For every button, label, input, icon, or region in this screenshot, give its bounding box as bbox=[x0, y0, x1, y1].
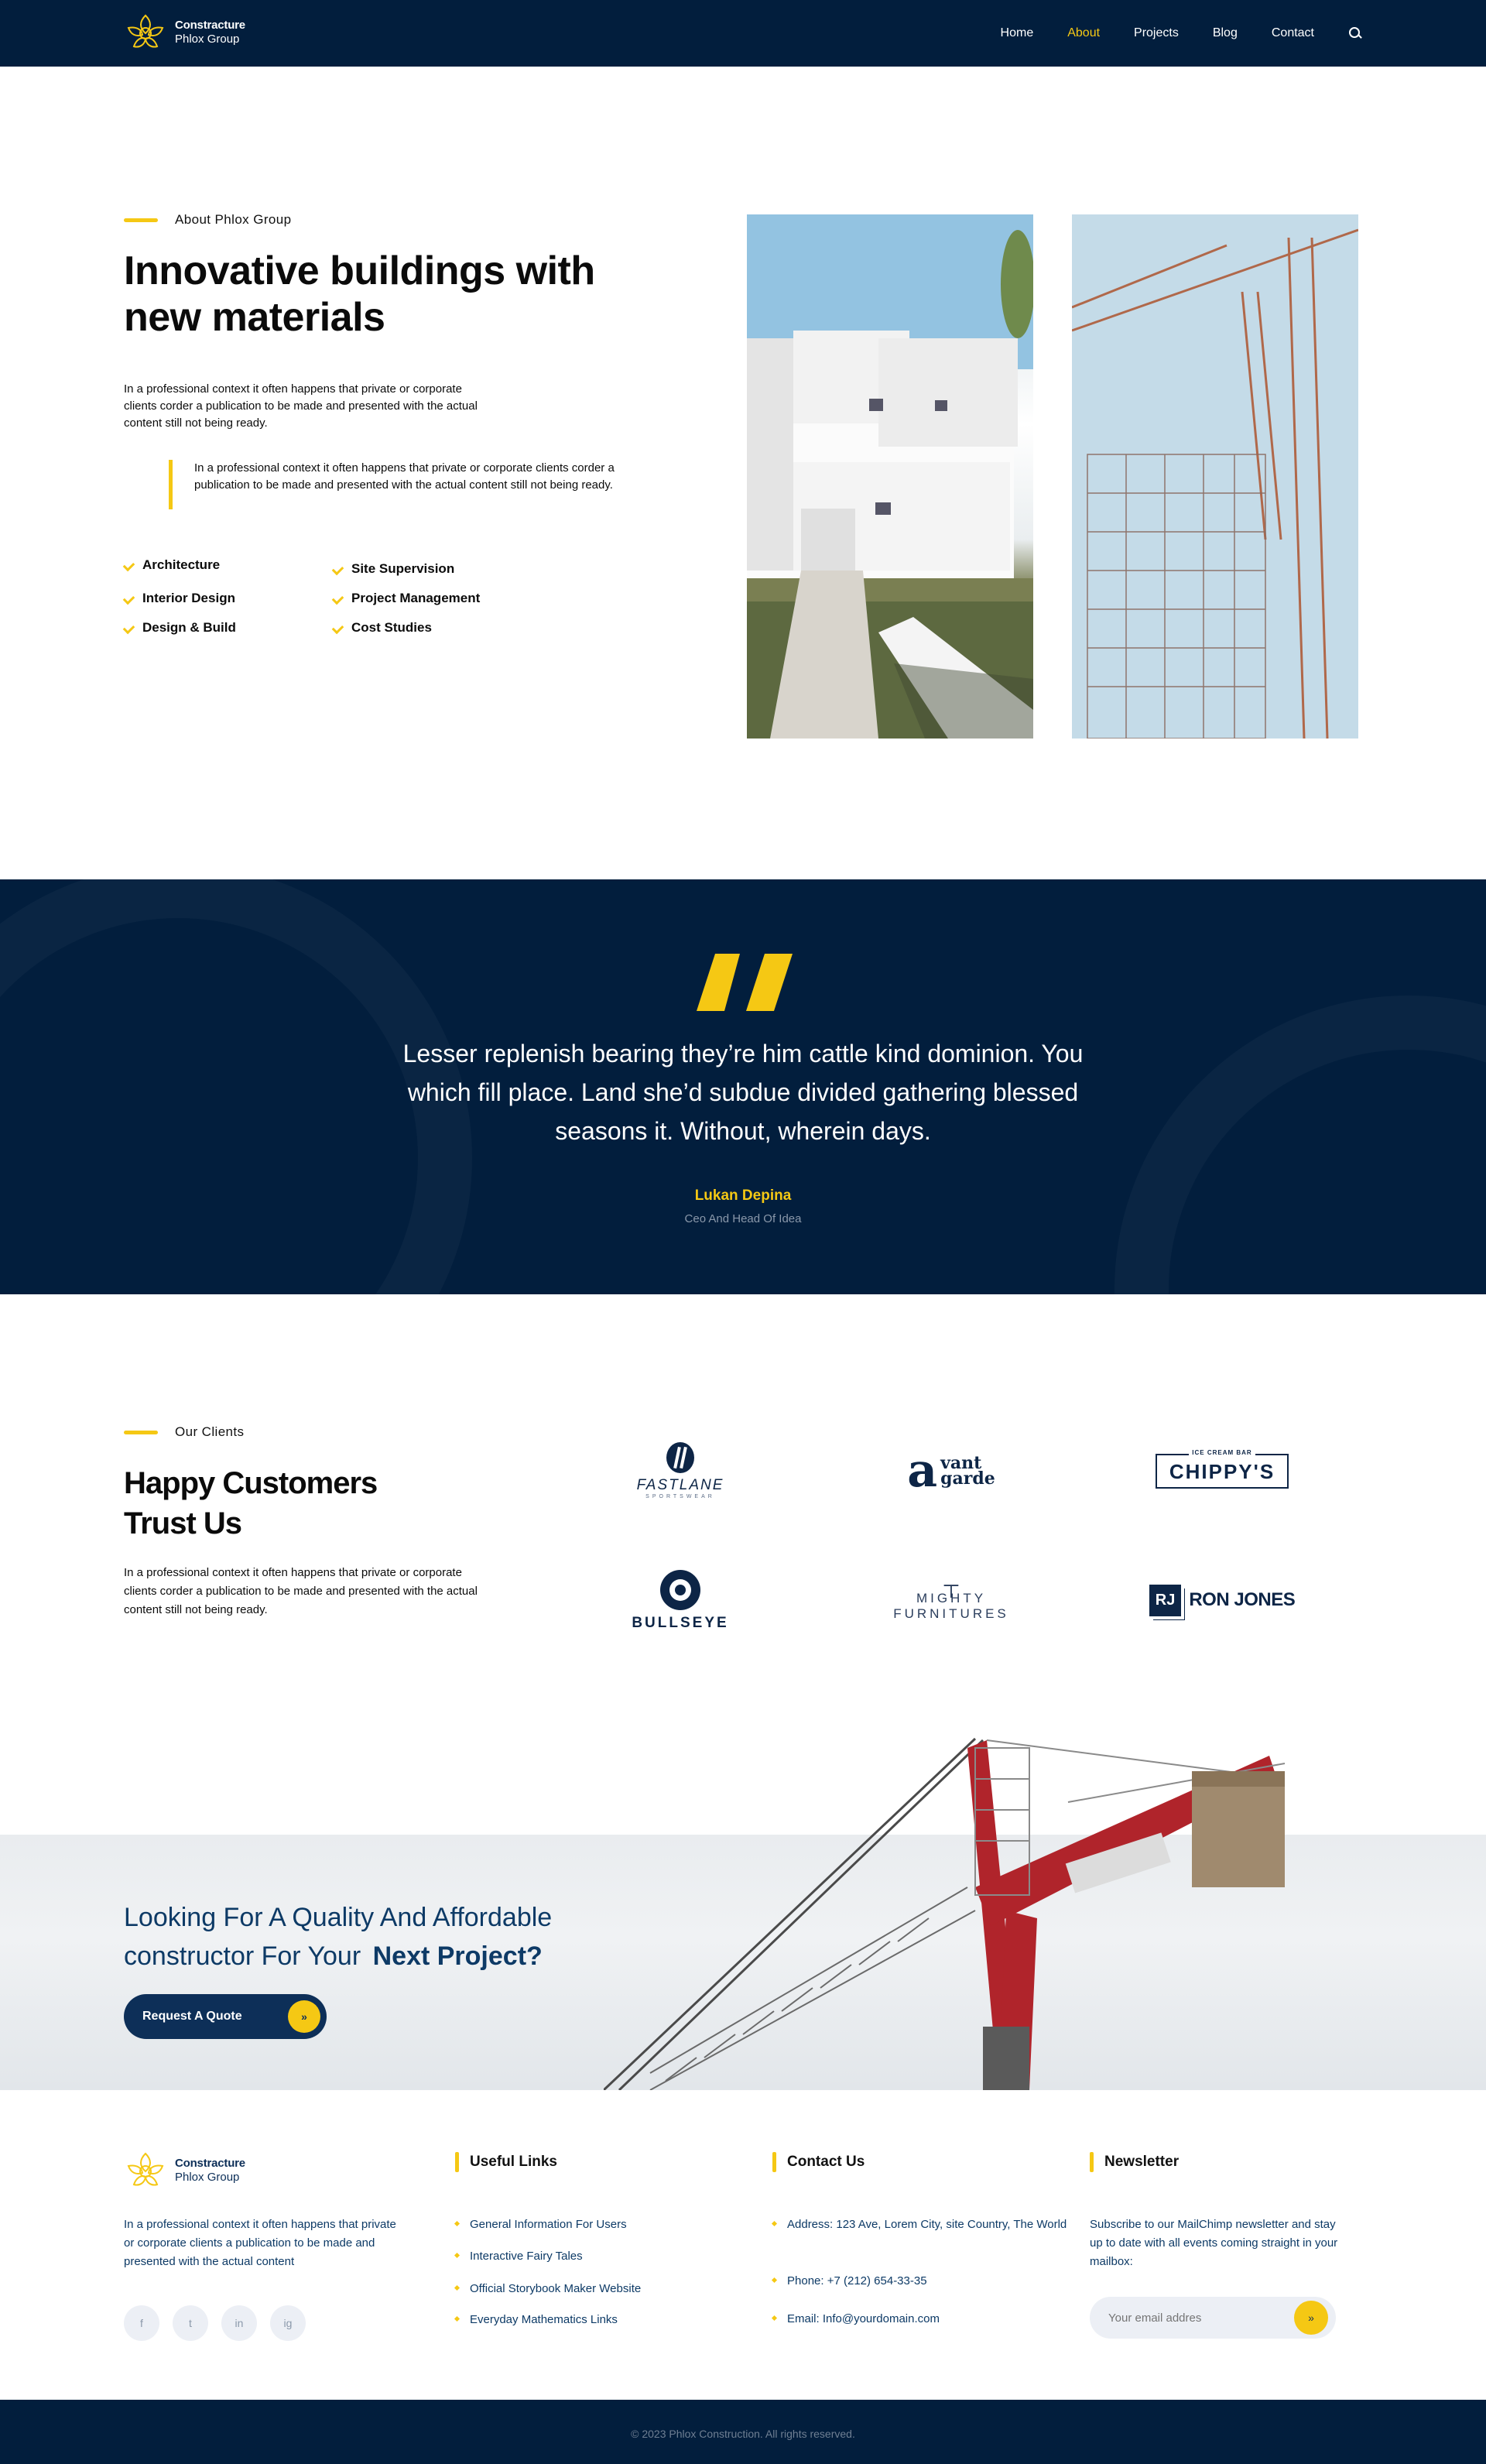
mighty-line1: MIGHTY bbox=[916, 1591, 987, 1606]
subscribe-button[interactable]: » bbox=[1294, 2301, 1328, 2335]
client-logo-bullseye[interactable] bbox=[595, 1565, 765, 1635]
check-icon bbox=[333, 564, 345, 574]
avantgarde-line2: garde bbox=[940, 1468, 995, 1489]
copyright: © 2023 Phlox Construction. All rights reserved. bbox=[631, 2428, 855, 2440]
feature-label: Design & Build bbox=[142, 620, 236, 635]
logo-text bbox=[175, 2157, 245, 2185]
client-logo-avantgarde[interactable] bbox=[866, 1436, 1036, 1506]
newsletter-title: Newsletter bbox=[1104, 2154, 1180, 2170]
clients-eyebrow bbox=[124, 1424, 244, 1440]
nav-projects[interactable]: Projects bbox=[1134, 26, 1179, 39]
mighty-line2: FURNITURES bbox=[893, 1606, 1009, 1621]
accent-bar bbox=[772, 2152, 776, 2172]
ronjones-mark: RJ bbox=[1149, 1585, 1182, 1616]
about-paragraph: In a professional context it often happens that private or corporate clients corder a publication to be made and presented with the actual content still not being ready. bbox=[124, 382, 478, 430]
nav-contact[interactable]: Contact bbox=[1271, 26, 1314, 39]
arrow-icon: » bbox=[288, 2000, 320, 2033]
crane-illustration bbox=[604, 1732, 1316, 2090]
contact-heading bbox=[772, 2152, 865, 2172]
logo-name: Constracture bbox=[175, 19, 245, 32]
about-eyebrow-label: About Phlox Group bbox=[175, 212, 292, 227]
search-icon[interactable] bbox=[1348, 26, 1362, 40]
accent-bar bbox=[455, 2152, 459, 2172]
mighty-icon: ┬ bbox=[943, 1573, 959, 1596]
contact-address: Address: 123 Ave, Lorem City, site Country, The World bbox=[772, 2216, 1082, 2234]
testimonial-text: Lesser replenish bearing they’re him cattle kind dominion. You which fill place. Land she’d subdue divided gathering blessed seasons it. Without, wherein days. bbox=[402, 1040, 1084, 1145]
crane-photo bbox=[1072, 214, 1358, 739]
check-icon bbox=[124, 560, 136, 570]
about-title: Innovative buildings with new materials bbox=[124, 248, 595, 340]
request-quote-button[interactable] bbox=[124, 1994, 327, 2039]
check-icon bbox=[333, 594, 345, 603]
mighty-text bbox=[893, 1573, 1009, 1622]
nav-home[interactable]: Home bbox=[1000, 26, 1034, 39]
logo-name: Constracture bbox=[175, 2157, 245, 2170]
fastlane-icon bbox=[665, 1442, 696, 1473]
lotus-logo-icon bbox=[124, 2149, 167, 2192]
footer-link[interactable]: General Information For Users bbox=[455, 2216, 627, 2234]
feature-label: Cost Studies bbox=[351, 620, 432, 635]
feature-item bbox=[124, 591, 235, 606]
newsletter-heading bbox=[1090, 2152, 1179, 2172]
logo[interactable] bbox=[124, 11, 245, 54]
about-quote: In a professional context it often happens that private or corporate clients corder a publication to be made and presented with the actual content still not being ready. bbox=[169, 460, 633, 509]
accent-bar bbox=[1090, 2152, 1094, 2172]
feature-item bbox=[333, 620, 432, 636]
check-icon bbox=[333, 623, 345, 632]
clients-paragraph: In a professional context it often happens that private or corporate clients corder a publication to be made and presented with the actual content still not being ready. bbox=[124, 1566, 478, 1616]
facebook-icon[interactable]: f bbox=[124, 2305, 159, 2341]
fastlane-mark bbox=[637, 1442, 724, 1499]
about-eyebrow bbox=[124, 212, 291, 228]
chippys-tag: ICE CREAM BAR bbox=[1157, 1449, 1287, 1456]
feature-label: Project Management bbox=[351, 591, 481, 605]
feature-item bbox=[124, 557, 220, 573]
accent-bar bbox=[124, 218, 158, 222]
testimonial-name: Lukan Depina bbox=[694, 1187, 792, 1204]
feature-label: Architecture bbox=[142, 557, 221, 572]
chippys-box bbox=[1156, 1448, 1289, 1489]
logo-sub: Phlox Group bbox=[175, 2171, 240, 2184]
fastlane-tag: SPORTSWEAR bbox=[645, 1494, 715, 1499]
newsletter-text: Subscribe to our MailChimp newsletter and stay up to date with all events coming straight in your mailbox: bbox=[1090, 2218, 1338, 2268]
avantgarde-a: a bbox=[907, 1444, 938, 1498]
contact-title: Contact Us bbox=[787, 2154, 865, 2170]
footer-link[interactable]: Official Storybook Maker Website bbox=[455, 2280, 641, 2298]
avantgarde-line1: vant bbox=[940, 1453, 982, 1473]
footer-about: In a professional context it often happens that private or corporate clients a publication to be made and presented with the actual content bbox=[124, 2218, 396, 2268]
logo-sub: Phlox Group bbox=[175, 33, 240, 46]
client-logo-ronjones[interactable] bbox=[1137, 1565, 1307, 1635]
feature-item bbox=[333, 561, 454, 577]
client-logo-chippys[interactable] bbox=[1137, 1436, 1307, 1506]
check-icon bbox=[124, 623, 136, 632]
main-nav bbox=[1001, 0, 1362, 67]
bullseye-icon bbox=[659, 1569, 701, 1611]
linkedin-icon[interactable]: in bbox=[221, 2305, 257, 2341]
twitter-icon[interactable]: t bbox=[173, 2305, 208, 2341]
footer-logo[interactable] bbox=[124, 2149, 245, 2192]
footer-link[interactable]: Interactive Fairy Tales bbox=[455, 2247, 583, 2266]
cta-heading bbox=[124, 1898, 681, 1976]
testimonial-role: Ceo And Head Of Idea bbox=[684, 1212, 802, 1225]
footer-link[interactable]: Everyday Mathematics Links bbox=[455, 2311, 618, 2329]
cta-line1: Looking For A Quality And Affordable bbox=[124, 1903, 553, 1932]
useful-links-title: Useful Links bbox=[470, 2154, 557, 2170]
site-header bbox=[0, 0, 1486, 67]
cta-bold: Next Project? bbox=[372, 1941, 543, 1971]
nav-blog[interactable]: Blog bbox=[1212, 26, 1238, 39]
bullseye-mark bbox=[632, 1569, 728, 1632]
feature-label: Interior Design bbox=[142, 591, 235, 605]
contact-email[interactable]: Email: Info@yourdomain.com bbox=[772, 2310, 940, 2329]
client-logo-mighty[interactable] bbox=[866, 1565, 1036, 1635]
check-icon bbox=[124, 594, 136, 603]
clients-title: Happy Customers Trust Us bbox=[124, 1466, 378, 1540]
house-photo bbox=[747, 214, 1033, 739]
quote-icon bbox=[697, 954, 793, 1011]
feature-item bbox=[124, 620, 236, 636]
contact-phone: Phone: +7 (212) 654-33-35 bbox=[772, 2272, 927, 2291]
feature-label: Site Supervision bbox=[351, 561, 455, 576]
clients-eyebrow-label: Our Clients bbox=[175, 1424, 245, 1439]
nav-about[interactable]: About bbox=[1067, 26, 1101, 39]
lotus-logo-icon bbox=[124, 11, 167, 54]
cta-line2: constructor For Your bbox=[124, 1941, 361, 1971]
logo-text bbox=[175, 19, 245, 46]
house-illustration bbox=[747, 214, 1033, 739]
client-logo-fastlane[interactable] bbox=[595, 1436, 765, 1506]
feature-item bbox=[333, 591, 480, 606]
useful-links-heading bbox=[455, 2152, 557, 2172]
instagram-icon[interactable]: ig bbox=[270, 2305, 306, 2341]
avantgarde-word bbox=[940, 1453, 995, 1489]
request-quote-label: Request A Quote bbox=[142, 2010, 242, 2023]
crane-illustration bbox=[1072, 214, 1358, 739]
fastlane-name: FASTLANE bbox=[636, 1477, 724, 1493]
accent-bar bbox=[124, 1431, 158, 1434]
decor-ring bbox=[1114, 996, 1486, 1294]
ronjones-name: RON JONES bbox=[1189, 1589, 1296, 1610]
bullseye-name: BULLSEYE bbox=[632, 1614, 729, 1631]
chippys-name: CHIPPY'S bbox=[1169, 1459, 1275, 1483]
